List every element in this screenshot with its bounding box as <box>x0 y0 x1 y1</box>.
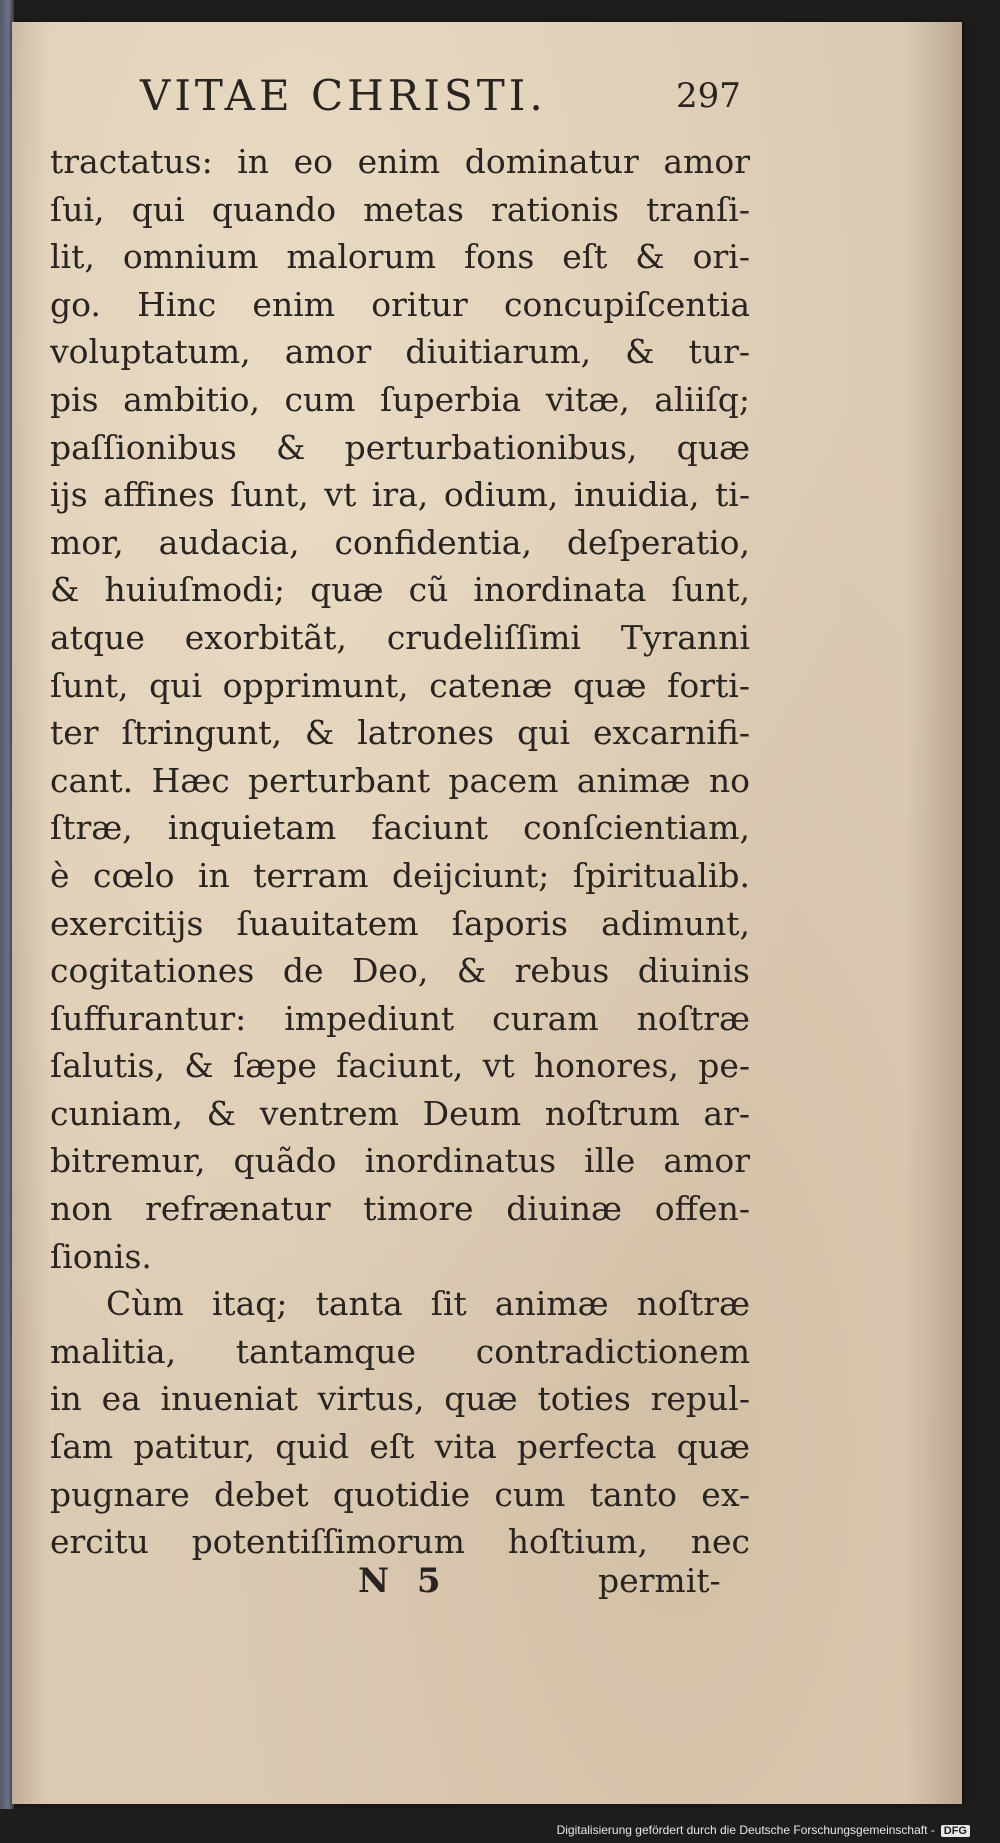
text-line: cogitationes de Deo, & rebus diuinis <box>50 951 750 991</box>
text-line: cant. Hæc perturbant pacem animæ no <box>50 760 750 800</box>
text-line: ijs affines ſunt, vt ira, odium, inuidia, ti- <box>50 475 750 515</box>
text-line: lit, omnium malorum fons eſt & ori- <box>50 237 750 277</box>
book-page <box>12 22 962 1804</box>
running-head-title: VITAE CHRISTI. <box>140 71 547 120</box>
signature-mark: N 5 <box>358 1561 449 1601</box>
text-line: ercitu potentiſſimorum hoſtium, nec <box>50 1522 750 1562</box>
text-line: pis ambitio, cum ſuperbia vitæ, aliiſq; <box>50 379 750 419</box>
text-line: bitremur, quãdo inordinatus ille amor <box>50 1141 750 1181</box>
text-line: ſuffurantur: impediunt curam noſtræ <box>50 998 750 1038</box>
text-line: exercitijs ſuauitatem ſaporis adimunt, <box>50 903 750 943</box>
text-line: ſtræ, inquietam faciunt conſcientiam, <box>50 808 750 848</box>
text-line: in ea inueniat virtus, quæ toties repul- <box>50 1379 750 1419</box>
text-line: Cùm itaq; tanta ſit animæ noſtræ <box>106 1284 750 1324</box>
text-line: & huiuſmodi; quæ cũ inordinata ſunt, <box>50 570 750 610</box>
funding-credit-text: Digitalisierung gefördert durch die Deutsche Forschungsgemeinschaft - <box>556 1823 935 1837</box>
page-number: 297 <box>676 76 741 116</box>
text-line: mor, audacia, confidentia, deſperatio, <box>50 522 750 562</box>
text-line: cuniam, & ventrem Deum noſtrum ar- <box>50 1093 750 1133</box>
text-line: tractatus: in eo enim dominatur amor <box>50 142 750 181</box>
text-line: ter ſtringunt, & latrones qui excarnifi- <box>50 713 750 753</box>
text-line: ſalutis, & ſæpe faciunt, vt honores, pe- <box>50 1046 750 1086</box>
footer-bar <box>0 1809 1000 1843</box>
funding-credit <box>557 1823 970 1837</box>
text-line: malitia, tantamque contradictionem <box>50 1331 750 1371</box>
text-line: ſam patitur, quid eſt vita perfecta quæ <box>50 1427 750 1467</box>
text-line: go. Hinc enim oritur concupiſcentia <box>50 284 750 324</box>
text-line: è cœlo in terram deijciunt; ſpiritualib. <box>50 855 750 895</box>
text-line: paſſionibus & perturbationibus, quæ <box>50 427 750 467</box>
text-line: voluptatum, amor diuitiarum, & tur- <box>50 332 750 372</box>
body-text <box>50 138 750 1566</box>
text-line: atque exorbitãt, crudeliſſimi Tyranni <box>50 617 750 657</box>
text-line: ſionis. <box>50 1236 152 1276</box>
dfg-logo: DFG <box>941 1825 970 1837</box>
text-line: pugnare debet quotidie cum tanto ex- <box>50 1474 750 1514</box>
text-line: non refrænatur timore diuinæ offen- <box>50 1189 750 1229</box>
page-foot <box>50 1556 750 1606</box>
text-line: ſui, qui quando metas rationis tranſi- <box>50 189 750 229</box>
running-head <box>12 66 962 126</box>
catchword: permit- <box>598 1561 721 1600</box>
text-line: ſunt, qui opprimunt, catenæ quæ forti- <box>50 665 750 705</box>
